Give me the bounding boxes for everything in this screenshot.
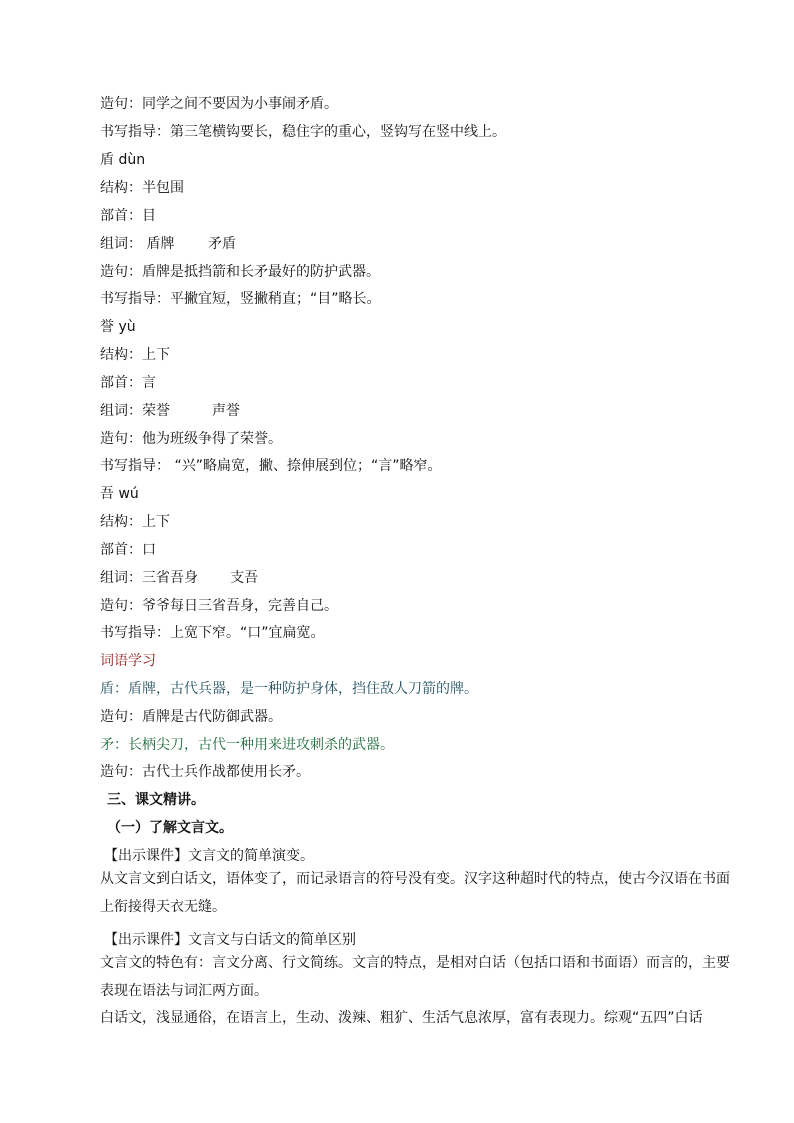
sentence-example-yu: 造句：他为班级争得了荣誉。: [100, 431, 282, 447]
writing-guide-wu: 书写指导：上宽下窄。“口”宜扁宽。: [100, 625, 325, 641]
writing-guide-mao: 书写指导：第三笔横钩要长，稳住字的重心，竖钩写在竖中线上。: [100, 124, 506, 140]
sentence-mao-weapon: 造句：古代士兵作战都使用长矛。: [100, 764, 310, 780]
paragraph-classical-features: 文言文的特色有：言文分离、行文简练。文言的特点，是相对白话（包括口语和书面语）而言的，主要表现在语法与词汇两方面。: [100, 955, 730, 999]
word-rongyu: 组词：荣誉: [100, 403, 170, 419]
writing-guide-yu: 书写指导： “兴”略扁宽，撇、捺伸展到位；“言”略窄。: [100, 458, 442, 474]
courseware-evolution: 【出示课件】文言文的简单演变。: [104, 848, 314, 864]
sentence-example-mao: 造句：同学之间不要因为小事闹矛盾。: [100, 96, 338, 112]
definition-mao: 矛：长柄尖刀，古代一种用来进攻刺杀的武器。: [100, 737, 394, 753]
paragraph-evolution: 从文言文到白话文，语体变了，而记录语言的符号没有变。汉字这种超时代的特点，使古今汉语在书面上衔接得天衣无缝。: [100, 871, 730, 915]
paragraph-vernacular: 白话文，浅显通俗，在语言上，生动、泼辣、粗犷、生活气息浓厚，富有表现力。综观“五四”白话: [100, 1010, 703, 1026]
word-shengyu: 声誉: [212, 403, 240, 419]
structure-yu: 结构：上下: [100, 347, 170, 363]
sentence-dun-weapon: 造句：盾牌是古代防御武器。: [100, 709, 282, 725]
words-yu: [100, 401, 240, 421]
structure-dun: 结构：半包围: [100, 180, 184, 196]
word-dunpai: 组词： 盾牌: [100, 236, 175, 252]
char-heading-wu: 吾 wú: [100, 486, 139, 502]
radical-yu: 部首：言: [100, 375, 156, 391]
vocabulary-heading: 词语学习: [100, 653, 156, 669]
sentence-example-dun: 造句：盾牌是抵挡箭和长矛最好的防护武器。: [100, 264, 380, 280]
word-sanxingwushen: 组词：三省吾身: [100, 570, 198, 586]
word-zhiwu: 支吾: [230, 570, 259, 586]
char-heading-dun: 盾 dùn: [100, 152, 146, 168]
words-wu: [100, 568, 258, 588]
radical-wu: 部首：口: [100, 542, 156, 558]
subsection-heading-classical-chinese: （一）了解文言文。: [107, 820, 233, 836]
word-maodun: 矛盾: [208, 236, 237, 252]
writing-guide-dun: 书写指导：平撇宜短，竖撇稍直；“目”略长。: [100, 291, 381, 307]
definition-dun: 盾：盾牌，古代兵器，是一种防护身体，挡住敌人刀箭的牌。: [100, 681, 478, 697]
section-heading-text-explanation: 三、课文精讲。: [107, 792, 205, 808]
radical-dun: 部首：目: [100, 208, 156, 224]
sentence-example-wu: 造句：爷爷每日三省吾身，完善自己。: [100, 598, 338, 614]
structure-wu: 结构：上下: [100, 514, 170, 530]
words-dun: [100, 234, 236, 254]
courseware-difference: 【出示课件】文言文与白话文的简单区别: [104, 932, 356, 948]
char-heading-yu: 誉 yù: [100, 319, 136, 335]
